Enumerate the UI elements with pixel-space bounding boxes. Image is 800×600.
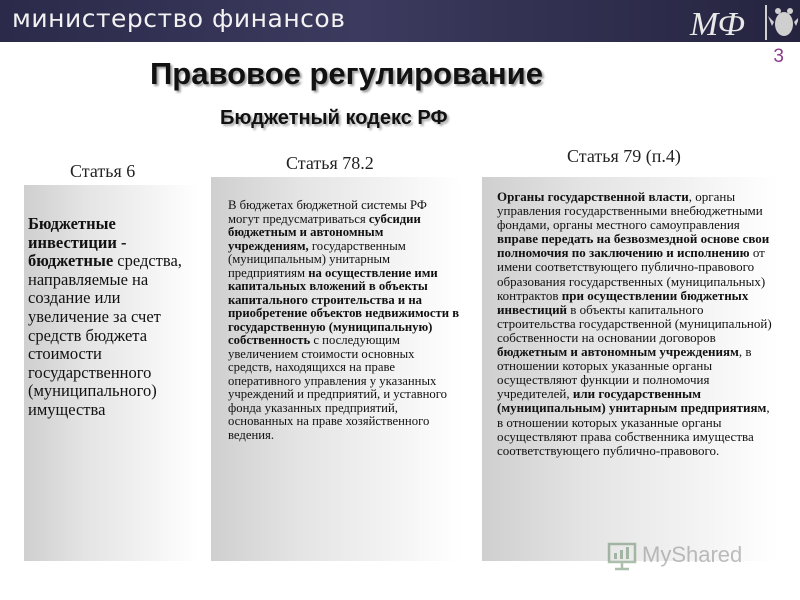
article-6-text [28,215,198,420]
article-79-heading: Статья 79 (п.4) [567,146,681,166]
watermark-logo-icon [606,540,638,572]
text-run: Бюджетные инвестиции - бюджетные [28,214,127,271]
slide-subtitle: Бюджетный кодекс РФ [220,107,448,129]
ministry-logo [688,2,798,42]
text-run: государственным (муниципальным) унитарным предприятиям [228,238,406,280]
text-run: вправе передать на безвозмездной основе свои полномочия по заключению и исполнению [497,231,770,261]
text-run: средства, направляемые на создание или увеличение за счет средств бюджета стоимости государственного (муниципального) имущества [28,251,182,419]
article-6-heading: Статья 6 [70,161,136,181]
text-run: при осуществлении бюджетных инвестиций [497,287,749,317]
article-78-2-heading: Статья 78.2 [286,153,374,173]
text-run: от имени соответствующего публично-правового образования государственных (муниципальных) контрактов [497,245,766,303]
text-run: В бюджетах бюджетной системы РФ могут предусматриваться [228,198,427,226]
watermark [606,538,766,578]
slide-number: 3 [773,46,784,67]
text-run: , в отношении которых указанные органы осуществляют права собственника имущества соответствующего публично-правового. [497,400,770,458]
ministry-title: министерство финансов [12,4,346,33]
text-run: бюджетным и автономным учреждениям [497,344,739,360]
header-bar [0,0,800,42]
text-run: на осуществление ими капитальных вложений в объекты капитального строительства и на приобретение объектов недвижимости в государственную (муниципальную) собственность [228,265,460,347]
text-run: с последующим увеличением стоимости основных средств, находящихся на праве оперативного управления у указанных учреждений и предприятий, и уставного фонда указанных предприятий, основанных на праве хозяйственного ведения. [228,333,447,442]
text-run: или государственным (муниципальным) унитарным предприятиям [497,386,767,416]
watermark-text: MyShared [642,542,743,567]
text-run: , в отношении которых указанные органы осуществляют функции и полномочия учредителей, [497,344,752,402]
article-78-2-text [228,199,460,442]
text-run: в объекты капитального строительства государственной (муниципальной) собственности на основании договоров [497,301,772,345]
slide-title: Правовое регулирование [150,56,543,91]
svg-text:МФ: МФ [690,6,745,42]
article-79-text [497,190,777,458]
text-run: Органы государственной власти [497,189,689,204]
text-run: субсидии бюджетным и автономным учреждениям, [228,211,421,253]
text-run: , органы управления государственными внебюджетными фондами, органы местного самоуправления [497,189,763,233]
